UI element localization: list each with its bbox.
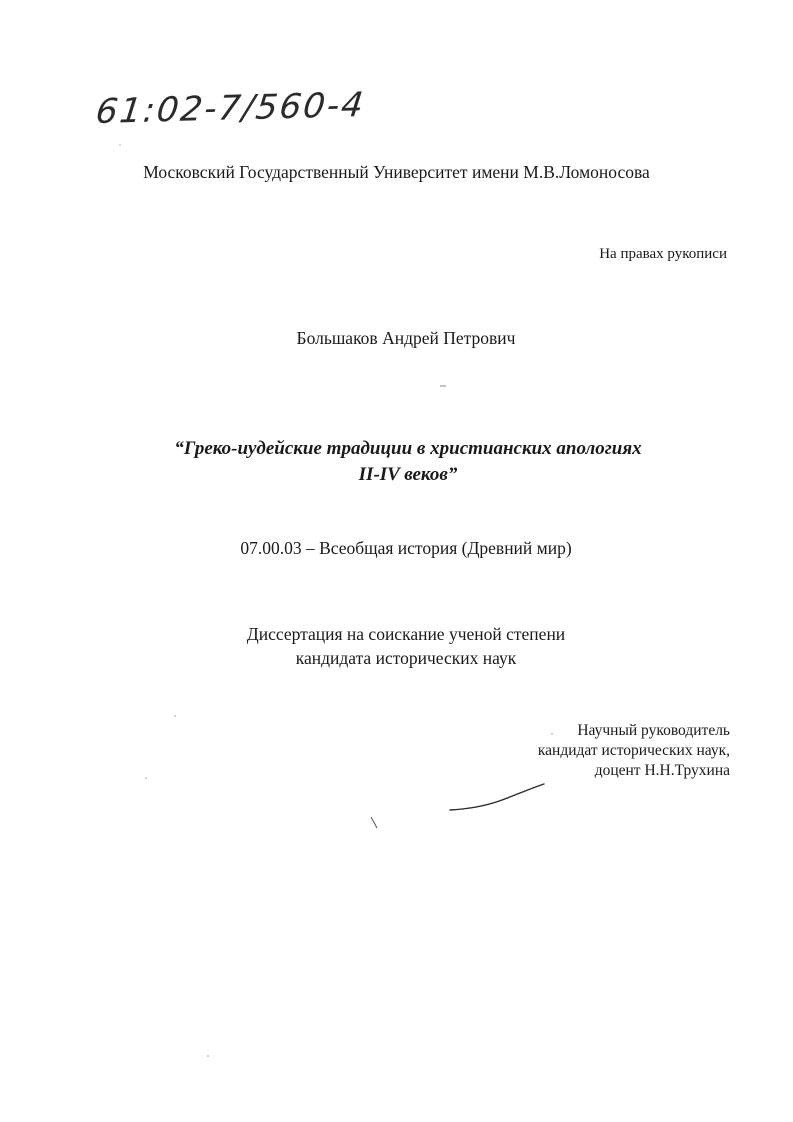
scan-dot <box>207 1055 209 1057</box>
advisor-role: Научный руководитель <box>577 722 730 739</box>
author-name: Большаков Андрей Петрович <box>296 328 516 348</box>
scan-dot <box>551 733 553 735</box>
advisor-degree: кандидат исторических наук, <box>537 742 730 759</box>
specialty-code: 07.00.03 – Всеобщая история (Древний мир) <box>240 538 572 558</box>
handwritten-catalog-code: 61:02-7/560-4 <box>93 84 368 132</box>
manuscript-rights-note: На правах рукописи <box>599 246 727 262</box>
degree-statement-line-2: кандидата исторических наук <box>295 648 517 668</box>
scan-dot <box>145 777 147 779</box>
scan-dot <box>174 715 176 717</box>
dissertation-title-line-1: “Греко-иудейские традиции в христианских апологиях <box>174 438 642 459</box>
university-name: Московский Государственный Университет имени М.В.Ломоносова <box>143 162 650 182</box>
scan-tick <box>371 817 377 828</box>
dissertation-title-line-2: II-IV веков” <box>358 464 458 485</box>
advisor-name: доцент Н.Н.Трухина <box>594 762 730 779</box>
scan-dot <box>119 144 120 145</box>
degree-statement-line-1: Диссертация на соискание ученой степени <box>246 624 566 644</box>
